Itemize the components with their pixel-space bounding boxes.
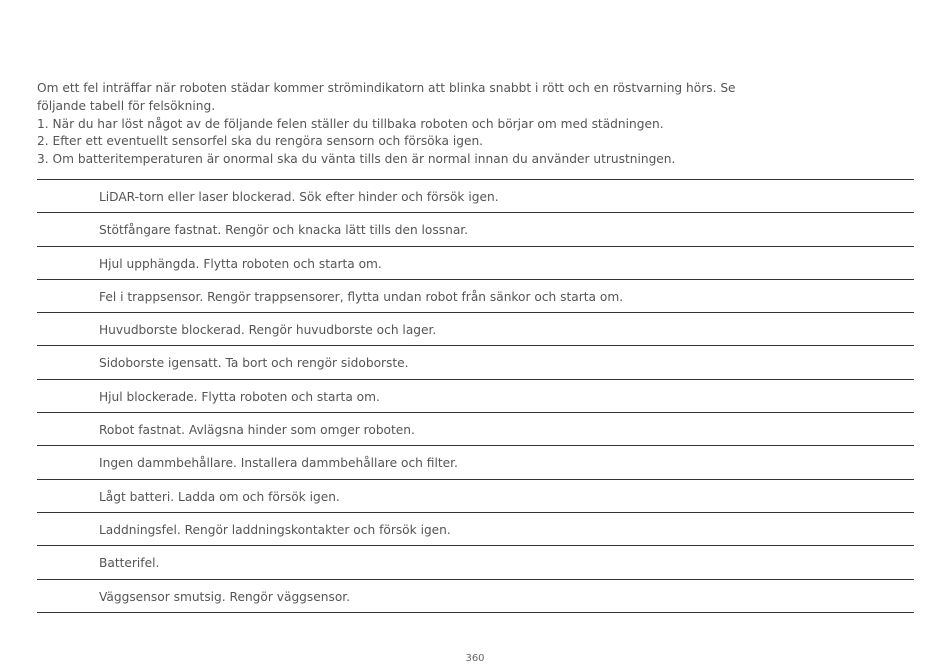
error-description: Fel i trappsensor. Rengör trappsensorer, flytta undan robot från sänkor och starta om. [99,289,624,304]
error-description: Stötfångare fastnat. Rengör och knacka lätt tills den lossnar. [99,223,469,238]
intro-step-2: 2. Efter ett eventuellt sensorfel ska du rengöra sensorn och försöka igen. [37,134,484,149]
table-row [37,247,914,280]
table-row [37,180,914,213]
error-description: Huvudborste blockerad. Rengör huvudborste och lager. [99,323,437,338]
error-description: Batterifel. [99,556,160,571]
table-row [37,580,914,613]
error-description: Robot fastnat. Avlägsna hinder som omger roboten. [99,423,415,438]
error-description: LiDAR-torn eller laser blockerad. Sök efter hinder och försök igen. [99,190,499,204]
table-row [37,546,914,579]
error-description: Lågt batteri. Ladda om och försök igen. [99,489,340,504]
table-row [37,480,914,513]
intro-step-3: 3. Om batteritemperaturen är onormal ska du vänta tills den är normal innan du använder utrustningen. [37,152,676,167]
table-row [37,280,914,313]
intro-text [37,80,777,169]
table-row [37,380,914,413]
error-description: Hjul upphängda. Flytta roboten och starta om. [99,256,382,271]
table-row [37,313,914,346]
page-number: 360 [465,653,485,664]
intro-paragraph: Om ett fel inträffar när roboten städar kommer strömindikatorn att blinka snabbt i rött och en röstvarning hörs. Se följande tabell för felsökning. [37,81,736,113]
error-description: Hjul blockerade. Flytta roboten och starta om. [99,389,380,404]
table-row [37,413,914,446]
error-description: Sidoborste igensatt. Ta bort och rengör sidoborste. [99,356,409,371]
table-row [37,446,914,479]
table-row [37,213,914,246]
table-row [37,346,914,379]
table-row [37,513,914,546]
error-table [37,179,914,613]
error-description: Laddningsfel. Rengör laddningskontakter och försök igen. [99,522,451,537]
error-description: Väggsensor smutsig. Rengör väggsensor. [99,589,351,604]
error-description: Ingen dammbehållare. Installera dammbehållare och filter. [99,456,458,471]
intro-step-1: 1. När du har löst något av de följande felen ställer du tillbaka roboten och börjar om med städningen. [37,116,664,131]
